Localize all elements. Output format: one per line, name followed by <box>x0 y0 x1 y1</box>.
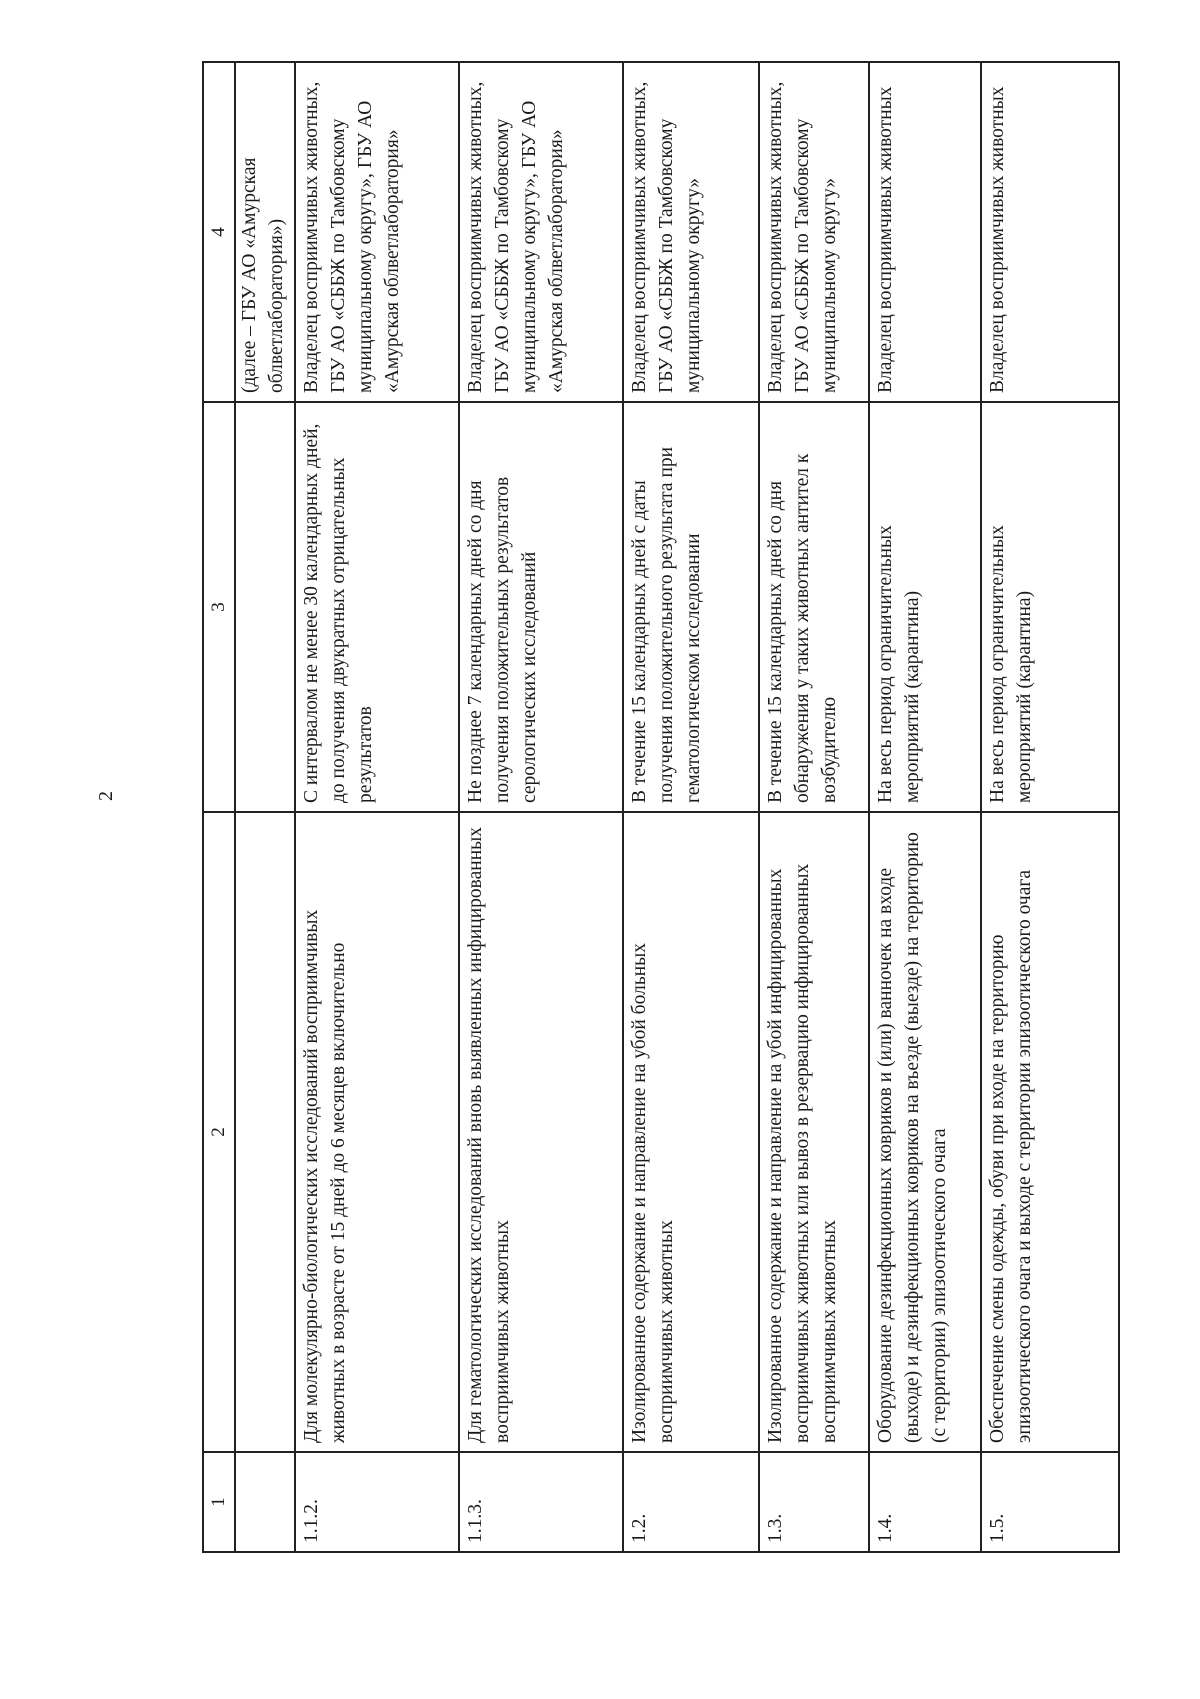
responsible-cell: (далее – ГБУ АО «Амурская облветлаборатория») <box>235 62 295 402</box>
measure-cell <box>235 812 295 1452</box>
term-cell: Не позднее 7 календарных дней со дня получения положительных результатов серологических исследований <box>459 402 623 812</box>
table-row <box>459 62 623 1552</box>
measure-cell: Оборудование дезинфекционных ковриков и (или) ванночек на входе (выходе) и дезинфекционных ковриков на въезде (выезде) на территорию (с территории) эпизоотического очага <box>869 812 981 1452</box>
table-row <box>869 62 981 1552</box>
item-number-cell: 1.1.3. <box>459 1452 623 1552</box>
item-number-cell: 1.2. <box>623 1452 759 1552</box>
term-cell: На весь период ограничительных мероприятий (карантина) <box>981 402 1119 812</box>
measure-cell: Изолированное содержание и направление на убой больных восприимчивых животных <box>623 812 759 1452</box>
term-cell: На весь период ограничительных мероприятий (карантина) <box>869 402 981 812</box>
measure-cell: Обеспечение смены одежды, обуви при входе на территорию эпизоотического очага и выходе с территории эпизоотического очага <box>981 812 1119 1452</box>
item-number-cell: 1.3. <box>759 1452 869 1552</box>
responsible-cell: Владелец восприимчивых животных <box>981 62 1119 402</box>
table-header-row <box>203 62 235 1552</box>
table-row <box>295 62 459 1552</box>
column-header: 1 <box>203 1452 235 1552</box>
measures-table <box>202 61 1120 1553</box>
page-number: 2 <box>95 791 117 801</box>
rotated-table-wrapper <box>202 63 1118 1553</box>
measure-cell: Изолированное содержание и направление на убой инфицированных восприимчивых животных или вывоз в резервацию инфицированных восприимчивых животных <box>759 812 869 1452</box>
item-number-cell: 1.5. <box>981 1452 1119 1552</box>
term-cell: В течение 15 календарных дней с даты получения положительного результата при гематологическом исследовании <box>623 402 759 812</box>
table-row <box>759 62 869 1552</box>
column-header: 4 <box>203 62 235 402</box>
responsible-cell: Владелец восприимчивых животных, ГБУ АО «СББЖ по Тамбовскому муниципальному округу» <box>623 62 759 402</box>
term-cell <box>235 402 295 812</box>
table-row <box>235 62 295 1552</box>
column-header: 2 <box>203 812 235 1452</box>
responsible-cell: Владелец восприимчивых животных, ГБУ АО «СББЖ по Тамбовскому муниципальному округу» <box>759 62 869 402</box>
table-row <box>981 62 1119 1552</box>
column-header: 3 <box>203 402 235 812</box>
measure-cell: Для гематологических исследований вновь выявленных инфицированных восприимчивых животных <box>459 812 623 1452</box>
item-number-cell: 1.4. <box>869 1452 981 1552</box>
responsible-cell: Владелец восприимчивых животных, ГБУ АО «СББЖ по Тамбовскому муниципальному округу», ГБУ АО «Амурская облветлаборатория» <box>459 62 623 402</box>
responsible-cell: Владелец восприимчивых животных <box>869 62 981 402</box>
table-row <box>623 62 759 1552</box>
term-cell: В течение 15 календарных дней со дня обнаружения у таких животных антител к возбудителю <box>759 402 869 812</box>
item-number-cell: 1.1.2. <box>295 1452 459 1552</box>
term-cell: С интервалом не менее 30 календарных дней, до получения двукратных отрицательных результатов <box>295 402 459 812</box>
item-number-cell <box>235 1452 295 1552</box>
measure-cell: Для молекулярно-биологических исследований восприимчивых животных в возрасте от 15 дней до 6 месяцев включительно <box>295 812 459 1452</box>
responsible-cell: Владелец восприимчивых животных, ГБУ АО «СББЖ по Тамбовскому муниципальному округу», ГБУ АО «Амурская облветлаборатория» <box>295 62 459 402</box>
